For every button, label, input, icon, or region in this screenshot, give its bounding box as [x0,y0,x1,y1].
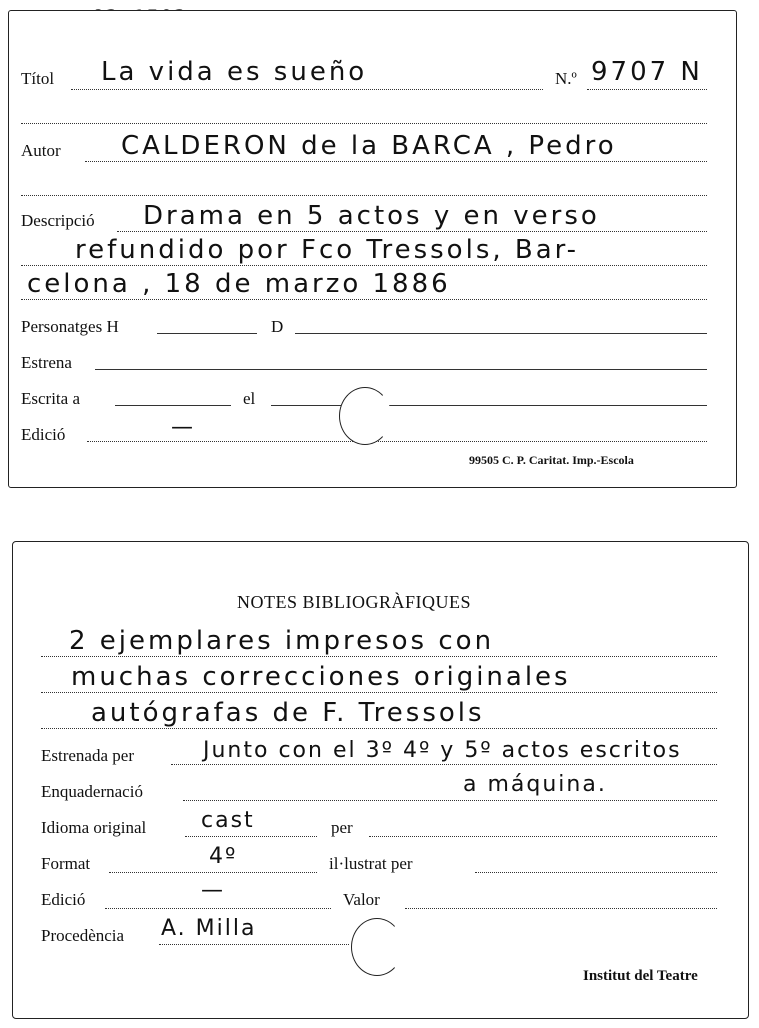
titol-value: La vida es sueño [101,57,368,87]
notes-heading: NOTES BIBLIOGRÀFIQUES [237,592,472,612]
illustrat-line [475,872,717,873]
format-line [109,872,317,873]
titol-label: Títol [21,69,55,88]
punch-hole [351,918,403,976]
autor-label: Autor [21,141,61,160]
edicio-value: — [171,415,195,440]
procedencia-line [159,944,349,945]
descripcio-label: Descripció [21,211,95,230]
valor-line [405,908,717,909]
notes-value-2: muchas correcciones originales [71,662,571,692]
institution-imprint: Institut del Teatre [583,968,698,984]
autor-line [85,161,707,162]
catalog-card-front [8,10,737,488]
edicio2-line [105,908,331,909]
number-label: N.º [555,69,577,88]
personatges-d-line [295,333,707,334]
procedencia-label: Procedència [41,926,125,945]
titol-line [71,89,543,90]
enquadernacio-line [183,800,717,801]
notes-value-1: 2 ejemplares impresos con [69,626,495,656]
estrena-line [95,369,707,370]
personatges-h-line [157,333,257,334]
autor-extra-line [21,195,707,196]
descripcio-line-3 [21,299,707,300]
titol-extra-line [21,123,707,124]
idioma-per-line [369,836,717,837]
punch-hole [339,387,391,445]
enquadernacio-value: a máquina. [463,772,607,797]
notes-line-2 [41,692,717,693]
number-value: 9707 N [591,57,703,87]
enquadernacio-label: Enquadernació [41,782,143,801]
idioma-value: cast [201,808,255,833]
escrita-el-line [271,405,707,406]
escrita-label: Escrita a [21,389,80,408]
idioma-per-label: per [331,818,353,837]
estrenada-line [171,764,717,765]
descripcio-line-2 [21,265,707,266]
estrenada-value: Junto con el 3º 4º y 5º actos escritos [203,738,682,763]
notes-line-1 [41,656,717,657]
escrita-a-line [115,405,231,406]
descripcio-value-1: Drama en 5 actos y en verso [143,201,600,231]
illustrat-label: il·lustrat per [329,854,413,873]
printer-imprint: 99505 C. P. Caritat. Imp.-Escola [469,453,634,467]
number-line [587,89,707,90]
notes-value-3: autógrafas de F. Tressols [91,698,485,728]
edicio2-label: Edició [41,890,86,909]
edicio-line [87,441,707,442]
valor-label: Valor [343,890,380,909]
format-value: 4º [209,844,238,869]
descripcio-line-1 [117,231,707,232]
descripcio-value-3: celona , 18 de marzo 1886 [27,269,451,299]
idioma-line [185,836,317,837]
edicio2-value: — [201,878,225,903]
edicio-label: Edició [21,425,66,444]
escrita-el-label: el [243,389,256,408]
descripcio-value-2: refundido por Fco Tressols, Bar- [75,235,580,265]
personatges-label: Personatges H [21,317,119,336]
idioma-label: Idioma original [41,818,147,837]
estrena-label: Estrena [21,353,72,372]
estrenada-label: Estrenada per [41,746,134,765]
format-label: Format [41,854,91,873]
personatges-d-label: D [271,317,284,336]
procedencia-value: A. Milla [161,916,257,941]
notes-line-3 [41,728,717,729]
autor-value: CALDERON de la BARCA , Pedro [121,131,617,161]
catalog-card-notes [12,541,749,1019]
